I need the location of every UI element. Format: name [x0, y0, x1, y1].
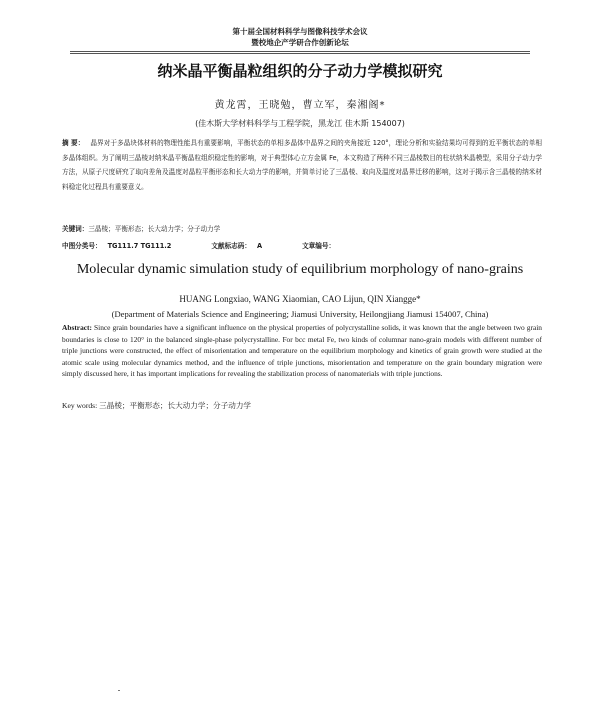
- conference-subtitle: 暨校地企产学研合作创新论坛: [251, 38, 349, 47]
- keywords-cn-label: 关键词：: [62, 225, 89, 233]
- affiliation-en: (Department of Materials Science and Engineering; Jiamusi University, Heilongjiang Jiamusi 154007, China): [111, 309, 489, 319]
- abstract-cn-label: 摘 要：: [62, 139, 85, 147]
- keywords-cn-text: 三晶棱；平衡形态；长大动力学；分子动力学: [88, 225, 221, 233]
- clc-value: TG111.7 TG111.2: [107, 242, 172, 250]
- article-no-label: 文章编号：: [302, 242, 336, 250]
- authors-en: HUANG Longxiao, WANG Xiaomian, CAO Lijun, QIN Xiangge*: [179, 294, 421, 304]
- conference-title: 第十届全国材料科学与图像科技学术会议: [232, 27, 368, 36]
- abstract-cn-text: 晶界对于多晶块体材料的物理性能具有重要影响，平衡状态的单相多晶体中晶界之间的夹角接近 120°，理论分析和实验结果均可得到的近平衡状态的单相多晶体组织。为了阐明三晶棱对纳米晶平衡晶粒组织稳定性的影响，对于典型体心立方金属 Fe，本文构造了两种不同三晶棱数目的柱状纳米晶模型，采用分子动力学方法，从原子尺度研究了取向差角及温度对晶粒平衡形态和长大动力学的影响，并简单讨论了三晶棱、取向及温度对晶界迁移的影响，这对于揭示含三晶棱的纳米材料稳定化过程具有重要意义。: [62, 139, 542, 191]
- paper-title-cn: 纳米晶平衡晶粒组织的分子动力学模拟研究: [157, 62, 443, 80]
- header-rule: [70, 51, 530, 52]
- keywords-en-label: Key words:: [62, 401, 98, 410]
- doc-code-label: 文献标志码：: [211, 242, 251, 250]
- paper-title-en: Molecular dynamic simulation study of equilibrium morphology of nano-grains: [76, 262, 524, 277]
- header-rule-thin: [70, 53, 530, 54]
- keywords-en-text: 三晶棱；平衡形态；长大动力学；分子动力学: [99, 401, 252, 410]
- authors-cn: 黄龙霄，王晓勉，曹立军，秦湘阁*: [214, 100, 386, 111]
- abstract-en-label: Abstract:: [62, 323, 92, 332]
- affiliation-cn: (佳木斯大学材料科学与工程学院，黑龙江 佳木斯 154007): [195, 119, 405, 128]
- abstract-en: [62, 322, 542, 380]
- keywords-en: [62, 400, 542, 411]
- abstract-en-text: Since grain boundaries have a significant influence on the physical properties of polycrystalline solids, it was known that the angle between two grain boundaries is close to 120° in the balanced single-phase polycrystalline. For bcc metal Fe, two kinds of columnar nano-grain models with different number of triple junctions were constructed, the effect of misorientation and temperature on the equilibrium morphology and kinetics of grain growth were studied at the atomic scale using molecular dynamics method, and the influence of triple junctions, misorientation and temperature on the grain boundary migration were simply discussed here, it has important implications for revealing the stabilization process of nanomaterials with triple junctions.: [62, 323, 542, 379]
- classification-row: [62, 240, 542, 250]
- clc-label: 中图分类号：: [62, 242, 102, 250]
- abstract-cn: [62, 136, 542, 194]
- scan-speck: [118, 690, 120, 691]
- doc-code-value: A: [256, 242, 263, 250]
- keywords-cn: [62, 223, 542, 233]
